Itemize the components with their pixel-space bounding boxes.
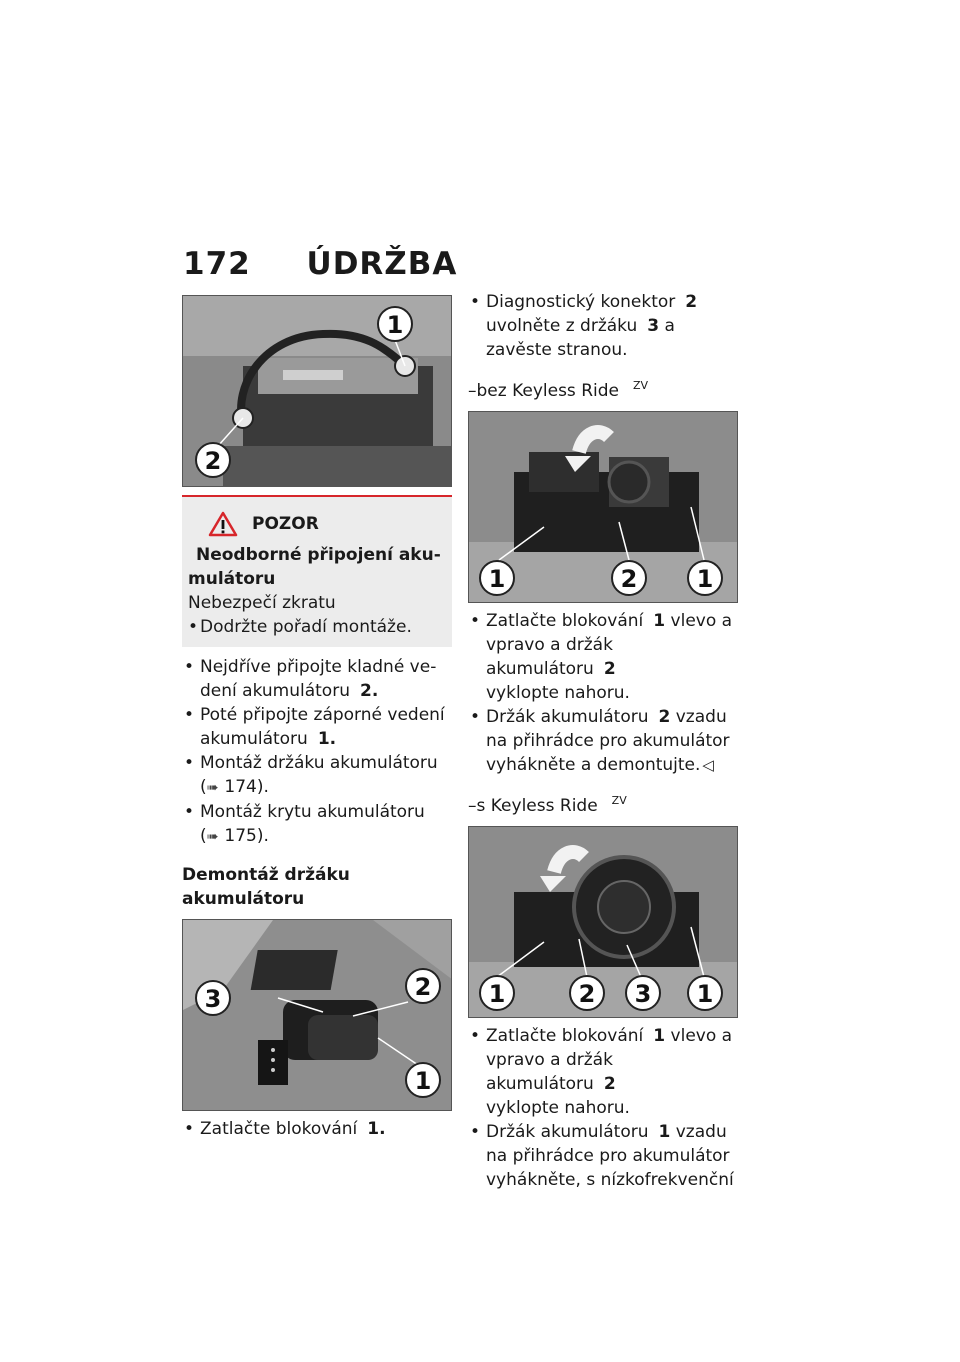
fig2-callout-3: 3: [204, 985, 222, 1013]
holder-with-keyless-figure: [468, 826, 738, 1018]
fig4-callout-3: 3: [634, 980, 652, 1008]
warning-cause: Nebezpečí zkratu: [188, 593, 336, 613]
left-column: [182, 295, 452, 1141]
right-column: [468, 290, 738, 1192]
step-release-connector: • Diagnostický konektor 2 uvolněte z držáku 3 a zavěste stranou.: [468, 290, 738, 362]
step-release-lock-1: • Zatlačte blokování 1 vlevo a vpravo a držák akumulátoru 2 vyklopte nahoru.: [468, 609, 738, 705]
warning-box: [182, 495, 452, 647]
step-mount-cover: • Montáž krytu akumulátoru (➠ 175).: [182, 800, 452, 849]
fig3-callout-2: 2: [620, 565, 638, 593]
warning-action: • Dodržte pořadí montáže.: [188, 615, 446, 639]
warning-icon: [208, 511, 238, 537]
page-header: [183, 246, 457, 282]
step-connect-negative: • Poté připojte záporné vedení akumulátoru 1.: [182, 703, 452, 751]
page-number: 172: [183, 246, 251, 282]
end-of-section-mark: ◁: [702, 756, 714, 774]
page-ref-link[interactable]: 175).: [224, 826, 269, 846]
step-connect-positive: • Nejdříve připojte kladné ve-dení akumulátoru 2.: [182, 655, 452, 703]
page-ref-arrow-icon: ➠: [206, 780, 219, 796]
page-ref-link[interactable]: 174).: [224, 777, 269, 797]
fig1-callout-1: 1: [386, 311, 404, 339]
step-remove-holder-1: • Držák akumulátoru 2 vzadu na přihrádce pro akumulátor vyhákněte a demontujte. ◁: [468, 705, 738, 777]
warning-title: Neodborné připojení aku-mulátoru: [188, 545, 441, 589]
fig1-callout-2: 2: [204, 447, 222, 475]
diagnostic-connector-figure: [182, 919, 452, 1111]
step-release-lock-2: • Zatlačte blokování 1 vlevo a vpravo a držák akumulátoru 2 vyklopte nahoru.: [468, 1024, 738, 1120]
fig3-callout-1-left: 1: [488, 565, 506, 593]
condition-with-keyless: –s Keyless Ride $^{ZV}$: [468, 794, 627, 816]
step-remove-holder-2: • Držák akumulátoru 1 vzadu na přihrádce pro akumulátor vyhákněte, s nízkofrekvenční: [468, 1120, 738, 1192]
warning-label: POZOR: [252, 514, 319, 534]
section-title: Demontáž držáku akumulátoru: [182, 865, 350, 909]
fig2-callout-2: 2: [414, 973, 432, 1001]
page-ref-arrow-icon: ➠: [206, 829, 219, 845]
fig2-callout-1: 1: [414, 1067, 432, 1095]
fig4-callout-2: 2: [578, 980, 596, 1008]
fig4-callout-1-right: 1: [696, 980, 714, 1008]
fig3-callout-1-right: 1: [696, 565, 714, 593]
battery-cable-figure: [182, 295, 452, 487]
chapter-title: ÚDRŽBA: [306, 246, 458, 282]
step-mount-holder: • Montáž držáku akumulátoru (➠ 174).: [182, 751, 452, 800]
step-press-lock: • Zatlačte blokování 1.: [182, 1117, 452, 1141]
condition-without-keyless: –bez Keyless Ride $^{ZV}$: [468, 379, 649, 401]
fig4-callout-1-left: 1: [488, 980, 506, 1008]
holder-without-keyless-figure: [468, 411, 738, 603]
